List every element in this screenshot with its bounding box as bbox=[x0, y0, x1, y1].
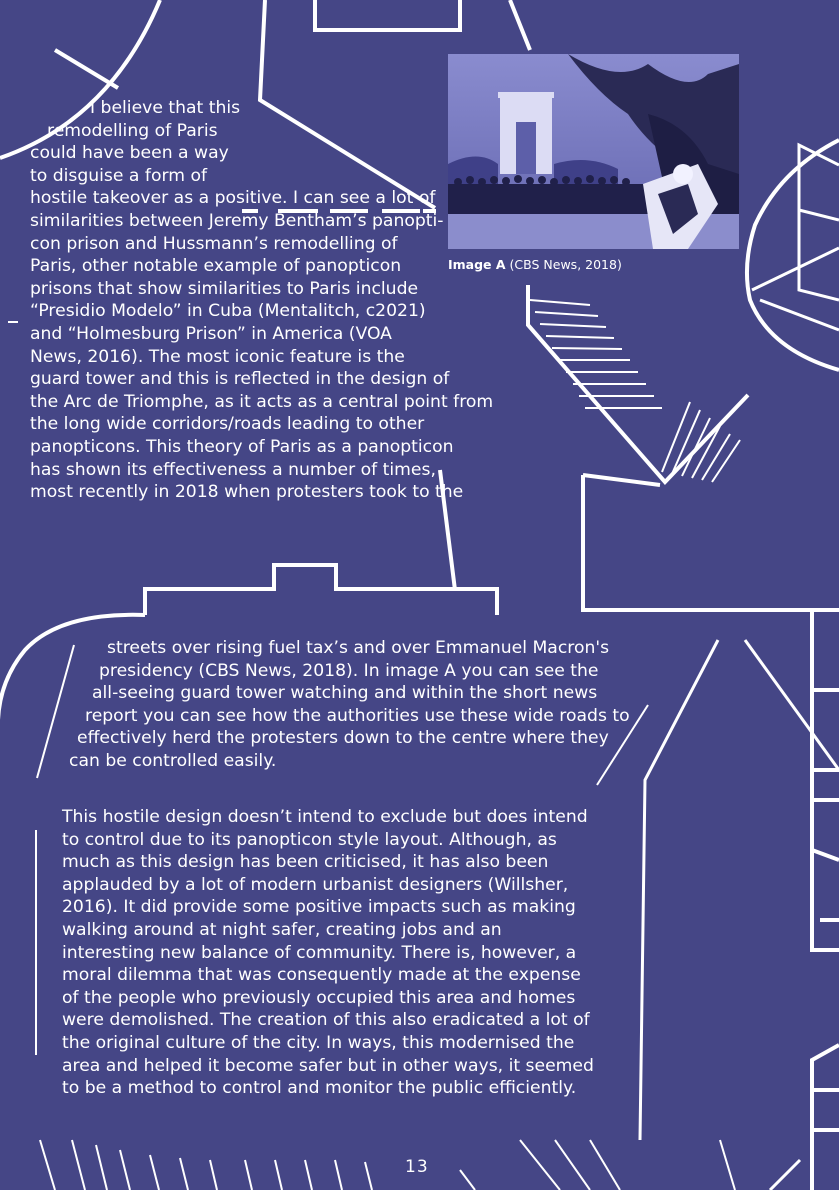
text-line: prisons that show similarities to Paris include bbox=[30, 278, 419, 299]
arc-de-triomphe bbox=[498, 92, 554, 174]
text-line: to be a method to control and monitor the public efficiently. bbox=[62, 1078, 577, 1099]
text-line: walking around at night safer, creating jobs and an bbox=[62, 919, 502, 940]
text-line: to control due to its panopticon style layout. Although, as bbox=[62, 829, 557, 850]
text-line: could have been a way bbox=[30, 143, 229, 164]
text-line: presidency (CBS News, 2018). In image A you can see the bbox=[99, 660, 599, 681]
text-line: and “Holmesburg Prison” in America (VOA bbox=[30, 323, 392, 344]
text-line: applauded by a lot of modern urbanist designers (Willsher, bbox=[62, 874, 569, 895]
text-line: report you can see how the authorities use these wide roads to bbox=[85, 705, 630, 726]
text-line: to disguise a form of bbox=[30, 165, 208, 186]
text-line: effectively herd the protesters down to the centre where they bbox=[77, 728, 609, 749]
text-line: This hostile design doesn’t intend to exclude but does intend bbox=[62, 807, 588, 827]
text-line: the original culture of the city. In ways, this modernised the bbox=[62, 1032, 575, 1053]
text-line: has shown its effectiveness a number of times, bbox=[30, 459, 436, 480]
text-line: I believe that this bbox=[90, 98, 241, 118]
text-line: the Arc de Triomphe, as it acts as a central point from bbox=[30, 391, 494, 412]
text-line: panopticons. This theory of Paris as a panopticon bbox=[30, 436, 454, 457]
text-line: moral dilemma that was consequently made at the expense bbox=[62, 965, 581, 986]
paragraph-2 bbox=[0, 637, 630, 773]
text-line: News, 2016). The most iconic feature is the bbox=[30, 346, 405, 367]
text-line: area and helped it become safer but in other ways, it seemed bbox=[62, 1055, 594, 1076]
text-line: of the people who previously occupied this area and homes bbox=[62, 987, 576, 1008]
page-number: 13 bbox=[405, 1157, 429, 1177]
text-line: remodelling of Paris bbox=[47, 120, 218, 141]
text-line: hostile takeover as a positive. I can see a lot of bbox=[30, 188, 436, 209]
text-line: most recently in 2018 when protesters took to the bbox=[30, 482, 464, 503]
caption-label: Image A bbox=[448, 257, 506, 272]
text-line: “Presidio Modelo” in Cuba (Mentalitch, c2021) bbox=[30, 301, 426, 322]
text-line: can be controlled easily. bbox=[69, 750, 277, 771]
text-line: 2016). It did provide some positive impacts such as making bbox=[62, 897, 576, 918]
caption-source: (CBS News, 2018) bbox=[509, 257, 622, 272]
text-line: Paris, other notable example of panopticon bbox=[30, 256, 402, 277]
paragraph-3 bbox=[62, 806, 594, 1100]
text-line: were demolished. The creation of this also eradicated a lot of bbox=[62, 1010, 590, 1031]
text-line: streets over rising fuel tax’s and over Emmanuel Macron's bbox=[107, 638, 610, 658]
text-line: much as this design has been criticised, it has also been bbox=[62, 852, 549, 873]
text-line: all-seeing guard tower watching and within the short news bbox=[92, 683, 598, 704]
paragraph-1 bbox=[0, 97, 493, 504]
text-line: the long wide corridors/roads leading to other bbox=[30, 414, 425, 435]
text-line: interesting new balance of community. There is, however, a bbox=[62, 942, 577, 963]
text-line: similarities between Jeremy Bentham’s panopti- bbox=[30, 210, 444, 231]
text-line: guard tower and this is reflected in the design of bbox=[30, 369, 450, 390]
text-line: con prison and Hussmann’s remodelling of bbox=[30, 233, 398, 254]
